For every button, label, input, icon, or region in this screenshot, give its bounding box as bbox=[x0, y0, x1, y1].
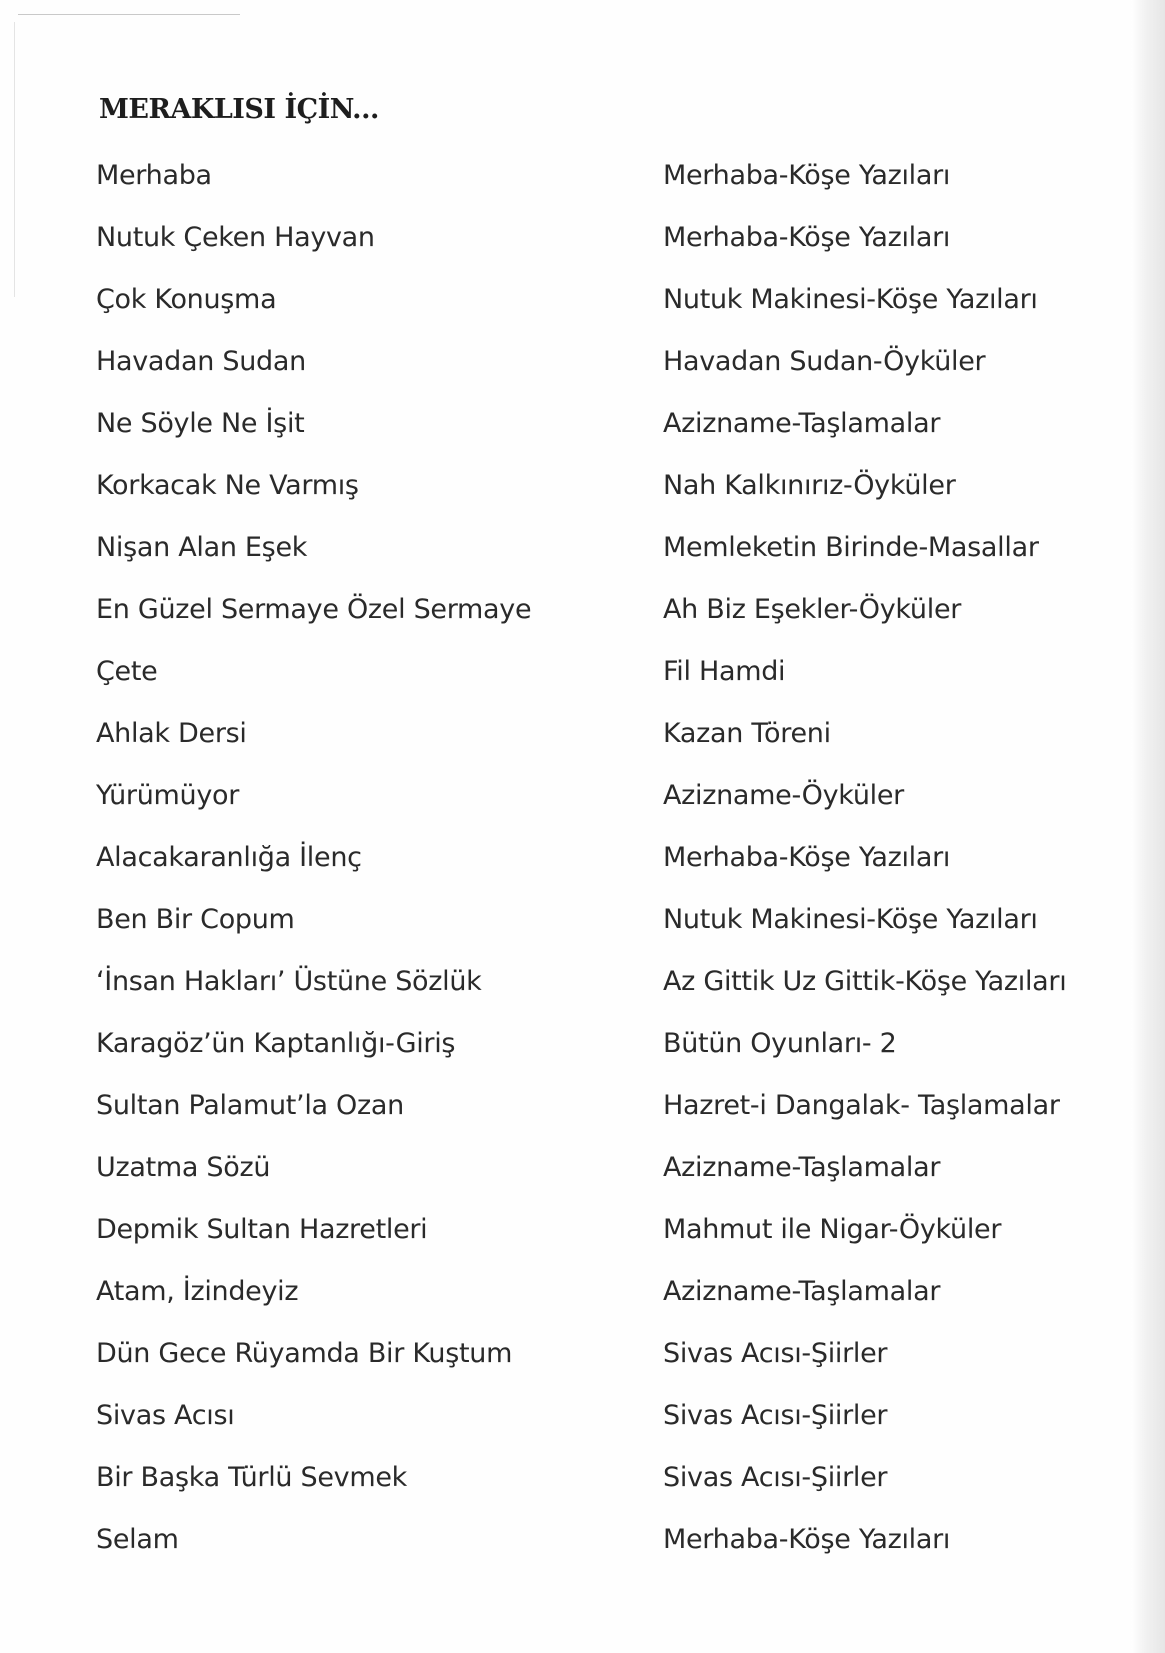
list-item: Korkacak Ne Varmış bbox=[96, 470, 359, 501]
list-item: Sivas Acısı-Şiirler bbox=[663, 1462, 888, 1493]
list-item: Ne Söyle Ne İşit bbox=[96, 408, 305, 439]
list-item: Alacakaranlığa İlenç bbox=[96, 842, 362, 873]
list-item: Sivas Acısı-Şiirler bbox=[663, 1400, 888, 1431]
page-heading: MERAKLISI İÇİN... bbox=[99, 94, 379, 125]
list-item: Merhaba-Köşe Yazıları bbox=[663, 222, 951, 253]
list-item: Az Gittik Uz Gittik-Köşe Yazıları bbox=[663, 966, 1067, 997]
list-item: Hazret-i Dangalak- Taşlamalar bbox=[663, 1090, 1060, 1121]
list-item: Ah Biz Eşekler-Öyküler bbox=[663, 594, 962, 625]
list-item: Çok Konuşma bbox=[96, 284, 277, 315]
list-item: Nişan Alan Eşek bbox=[96, 532, 308, 563]
scan-edge-mark bbox=[14, 22, 15, 297]
list-item: Ahlak Dersi bbox=[96, 718, 247, 749]
page-edge-shadow bbox=[1131, 0, 1165, 1653]
list-item: Ben Bir Copum bbox=[96, 904, 295, 935]
list-item: Merhaba-Köşe Yazıları bbox=[663, 842, 951, 873]
list-item: Merhaba-Köşe Yazıları bbox=[663, 160, 951, 191]
list-item: Azizname-Öyküler bbox=[663, 780, 904, 811]
list-item: Bütün Oyunları- 2 bbox=[663, 1028, 897, 1059]
list-item: Havadan Sudan bbox=[96, 346, 306, 377]
title-list bbox=[96, 145, 616, 1571]
list-item: Sivas Acısı-Şiirler bbox=[663, 1338, 888, 1369]
list-item: Bir Başka Türlü Sevmek bbox=[96, 1462, 408, 1493]
list-item: Atam, İzindeyiz bbox=[96, 1276, 299, 1307]
list-item: Merhaba bbox=[96, 160, 212, 191]
list-item: Memleketin Birinde-Masallar bbox=[663, 532, 1039, 563]
list-item: Merhaba-Köşe Yazıları bbox=[663, 1524, 951, 1555]
list-item: Nutuk Çeken Hayvan bbox=[96, 222, 375, 253]
list-item: Azizname-Taşlamalar bbox=[663, 1276, 941, 1307]
list-item: Havadan Sudan-Öyküler bbox=[663, 346, 986, 377]
list-item: En Güzel Sermaye Özel Sermaye bbox=[96, 594, 532, 625]
list-item: Kazan Töreni bbox=[663, 718, 831, 749]
list-item: Fil Hamdi bbox=[663, 656, 786, 687]
list-item: Yürümüyor bbox=[96, 780, 240, 811]
list-item: Dün Gece Rüyamda Bir Kuştum bbox=[96, 1338, 513, 1369]
list-item: Çete bbox=[96, 656, 158, 687]
list-item: Nutuk Makinesi-Köşe Yazıları bbox=[663, 284, 1038, 315]
list-item: Karagöz’ün Kaptanlığı-Giriş bbox=[96, 1028, 456, 1059]
list-item: Mahmut ile Nigar-Öyküler bbox=[663, 1214, 1002, 1245]
top-rule bbox=[18, 14, 240, 15]
list-item: Selam bbox=[96, 1524, 179, 1555]
list-item: Sivas Acısı bbox=[96, 1400, 235, 1431]
list-item: Depmik Sultan Hazretleri bbox=[96, 1214, 428, 1245]
list-item: Azizname-Taşlamalar bbox=[663, 1152, 941, 1183]
list-item: Azizname-Taşlamalar bbox=[663, 408, 941, 439]
list-item: Uzatma Sözü bbox=[96, 1152, 271, 1183]
source-list bbox=[663, 145, 1103, 1571]
list-item: Sultan Palamut’la Ozan bbox=[96, 1090, 404, 1121]
list-item: Nah Kalkınırız-Öyküler bbox=[663, 470, 956, 501]
list-item: ‘İnsan Hakları’ Üstüne Sözlük bbox=[96, 966, 482, 997]
list-item: Nutuk Makinesi-Köşe Yazıları bbox=[663, 904, 1038, 935]
